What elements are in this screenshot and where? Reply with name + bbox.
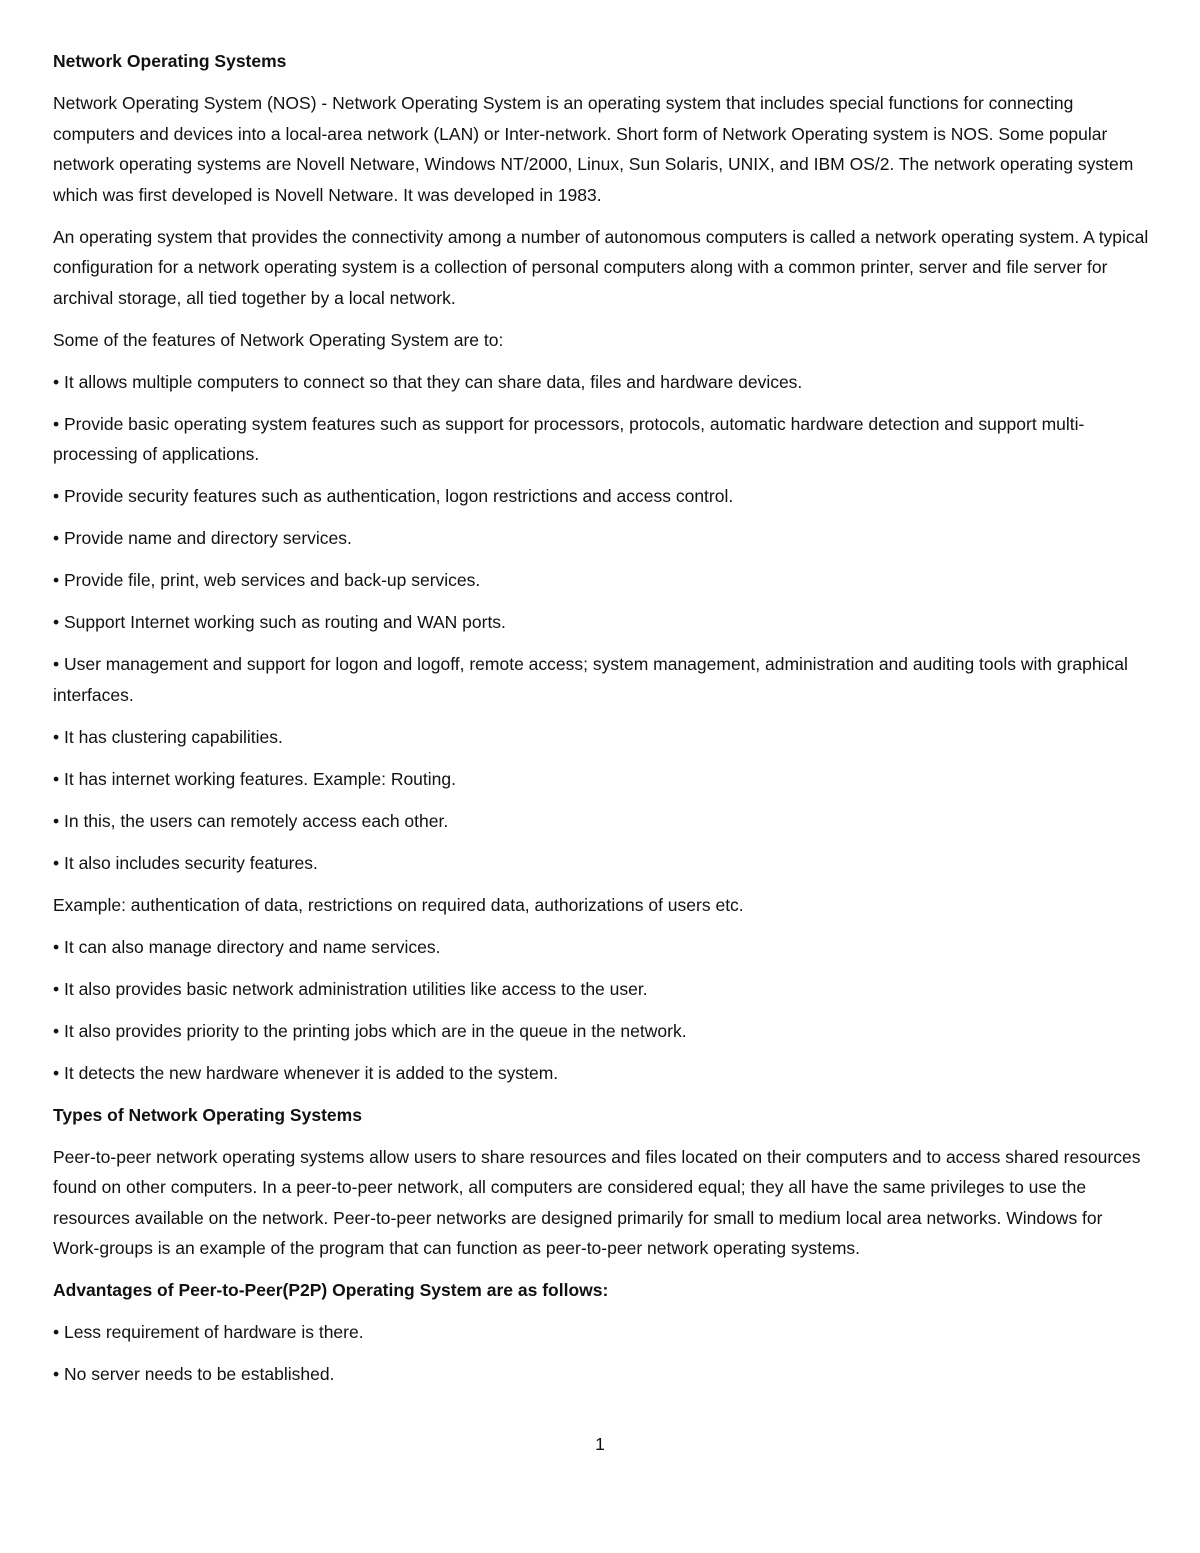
feature-item: • In this, the users can remotely access each other. [53, 810, 449, 831]
advantages-heading: Advantages of Peer-to-Peer(P2P) Operating System are as follows: [53, 1280, 609, 1300]
feature-item: • Provide name and directory services. [53, 528, 352, 548]
feature-item: • It has internet working features. Example: Routing. [53, 768, 456, 789]
feature-item: • It has clustering capabilities. [53, 726, 283, 747]
features-intro: Some of the features of Network Operating System are to: [53, 329, 504, 350]
document-body [53, 46, 1151, 1401]
types-heading: Types of Network Operating Systems [53, 1104, 362, 1125]
feature-item: • It also includes security features. [53, 852, 318, 873]
feature-item: • It also provides basic network administration utilities like access to the user. [53, 978, 648, 999]
advantage-item: • Less requirement of hardware is there. [53, 1322, 364, 1342]
feature-item: • User management and support for logon and logoff, remote access; system management, administration and auditing tools with graphical interfaces. [53, 654, 1128, 705]
p2p-paragraph: Peer-to-peer network operating systems allow users to share resources and files located on their computers and to access shared resources found on other computers. In a peer-to-peer network, all computers are considered equal; they all have the same privileges to use the resources available on the network. Peer-to-peer networks are designed primarily for small to medium local area networks. Windows for Work-groups is an example of the program that can function as peer-to-peer network operating systems. [53, 1146, 1141, 1258]
feature-item: • It also provides priority to the printing jobs which are in the queue in the network. [53, 1020, 687, 1041]
document-title: Network Operating Systems [53, 51, 287, 71]
feature-item: • It allows multiple computers to connect so that they can share data, files and hardware devices. [53, 371, 803, 392]
definition-paragraph: An operating system that provides the connectivity among a number of autonomous computers is called a network operating system. A typical configuration for a network operating system is a collection of personal computers along with a common printer, server and file server for archival storage, all tied together by a local network. [53, 226, 1149, 308]
advantage-item: • No server needs to be established. [53, 1364, 335, 1384]
feature-item: • Support Internet working such as routing and WAN ports. [53, 612, 506, 632]
example-line: Example: authentication of data, restrictions on required data, authorizations of users etc. [53, 894, 744, 915]
page-number: 1 [595, 1434, 605, 1454]
feature-item: • Provide basic operating system features such as support for processors, protocols, automatic hardware detection and support multi-processing of applications. [53, 413, 1085, 464]
feature-item: • Provide file, print, web services and back-up services. [53, 570, 481, 590]
feature-item: • It can also manage directory and name services. [53, 936, 441, 957]
feature-item: • It detects the new hardware whenever it is added to the system. [53, 1062, 559, 1083]
intro-paragraph: Network Operating System (NOS) - Network Operating System is an operating system that includes special functions for connecting computers and devices into a local-area network (LAN) or Inter-network. Short form of Network Operating system is NOS. Some popular network operating systems are Novell Netware, Windows NT/2000, Linux, Sun Solaris, UNIX, and IBM OS/2. The network operating system which was first developed is Novell Netware. It was developed in 1983. [53, 93, 1134, 205]
feature-item: • Provide security features such as authentication, logon restrictions and access control. [53, 486, 734, 506]
